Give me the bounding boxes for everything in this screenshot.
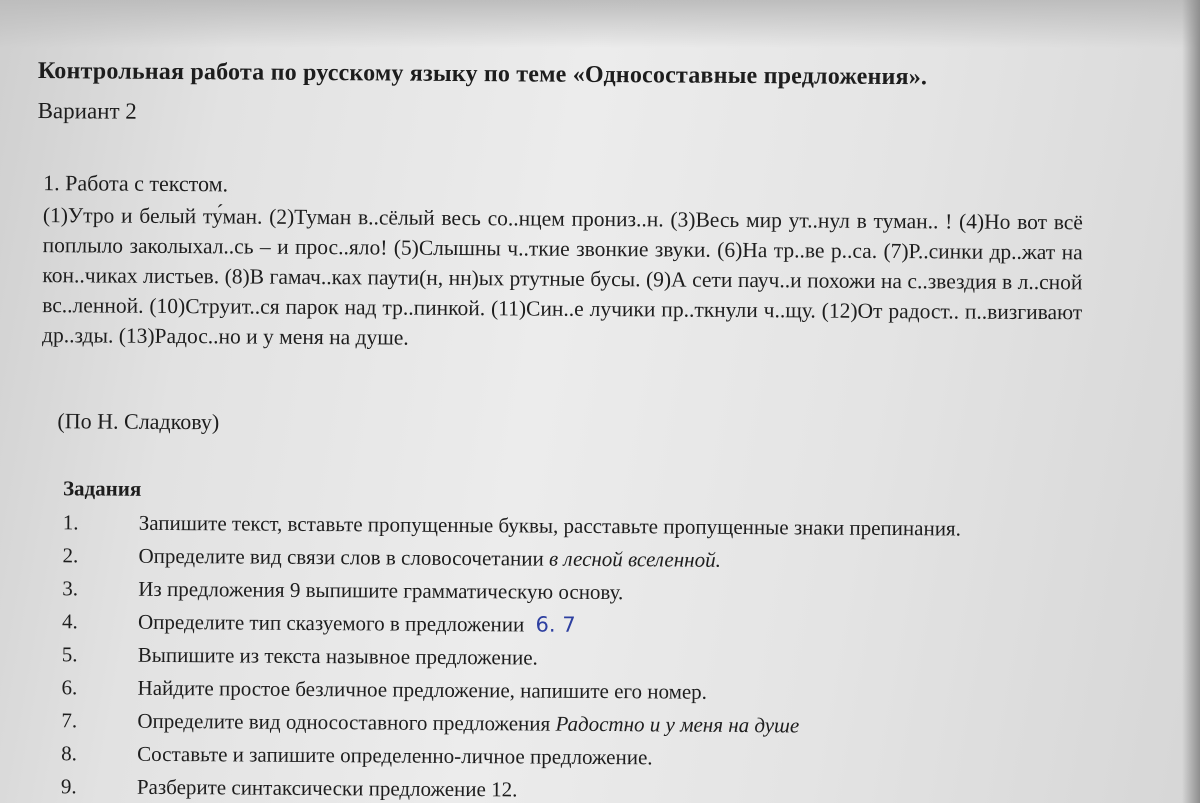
task-text: [139, 511, 961, 542]
task-text-plain: Определите вид односоставного предложения: [137, 708, 556, 736]
task-text: [138, 610, 576, 638]
task-text: [138, 544, 721, 573]
task-number: 4.: [61, 609, 78, 634]
task-text: [138, 643, 538, 671]
exercise-text: [42, 200, 1083, 357]
task-text: [138, 676, 708, 705]
page-edge-shadow: [1182, 0, 1200, 803]
task-text: [137, 742, 653, 771]
text-line: (6)На тр..ве р..са. (7)Р..синки др..жат на кон..чиках листьев. (8)В гамач..ках паути(н, нн)ых ртутные: [42, 237, 1083, 291]
task-text-plain: Выпишите из текста назывное предложение.: [137, 642, 538, 670]
task-number: 6.: [61, 675, 78, 700]
task-number: 7.: [61, 708, 78, 733]
task-text: [138, 577, 623, 605]
top-shadow: [0, 0, 1200, 48]
task-text-plain: Определите вид связи слов в словосочетании: [138, 543, 550, 571]
task-number: 1.: [62, 510, 79, 535]
task-text-plain: Из предложения 9 выпишите грамматическую основу.: [138, 576, 624, 605]
handwritten-note: 6. 7: [535, 612, 576, 637]
task-text-plain: Определите тип сказуемого в предложении: [137, 609, 530, 637]
text-line: тр..пинкой. (11)Син..е лучики пр..ткнули ч..щу. (12)От радост.. п..визгивают др..зды. (13)Радос..но и: [41, 295, 1083, 349]
task-text-italic: Радостно и у меня на душе: [555, 711, 800, 738]
task-text-plain: Найдите простое безличное предложение, напишите его номер.: [137, 675, 708, 704]
task-number: 2.: [62, 543, 79, 568]
tasks-heading: Задания: [62, 476, 142, 501]
task-text-plain: Составьте и запишите определенно-личное предложение.: [137, 741, 653, 770]
author-credit: (По Н. Сладкову): [57, 408, 220, 435]
variant-label: Вариант 2: [37, 98, 137, 124]
text-line: бусы. (9)А сети пауч..и похожи на с..звездия в л..сной вс..ленной. (10)Струит..ся парок над: [42, 266, 1083, 320]
task-number: 3.: [62, 576, 79, 601]
task-text-italic: в лесной вселенной.: [548, 546, 721, 572]
worksheet: [25, 58, 1180, 803]
section-heading: 1. Работа с текстом.: [43, 170, 229, 197]
task-number: 9.: [60, 774, 77, 799]
task-text: [137, 709, 799, 739]
text-line: (4)Но вот всё поплыло заколыхал..сь – и прос..яло! (5)Слышны ч..ткие звонкие звуки.: [42, 209, 1083, 262]
text-line: у меня на душе.: [263, 324, 409, 350]
task-number: 5.: [61, 642, 78, 667]
document-title: Контрольная работа по русскому языку по теме «Односоставные предложения».: [37, 58, 928, 91]
task-number: 8.: [61, 741, 77, 766]
text-line: (1)Утро и белый ту́ман. (2)Туман в..сёлый весь со..нцем прониз..н. (3)Весь мир ут..нул в туман.. !: [42, 203, 960, 234]
task-text-plain: Разберите синтаксически предложение 12.: [136, 774, 518, 802]
task-text: [137, 775, 518, 803]
task-text-plain: Запишите текст, вставьте пропущенные буквы, расставьте пропущенные знаки препинания.: [138, 510, 961, 541]
